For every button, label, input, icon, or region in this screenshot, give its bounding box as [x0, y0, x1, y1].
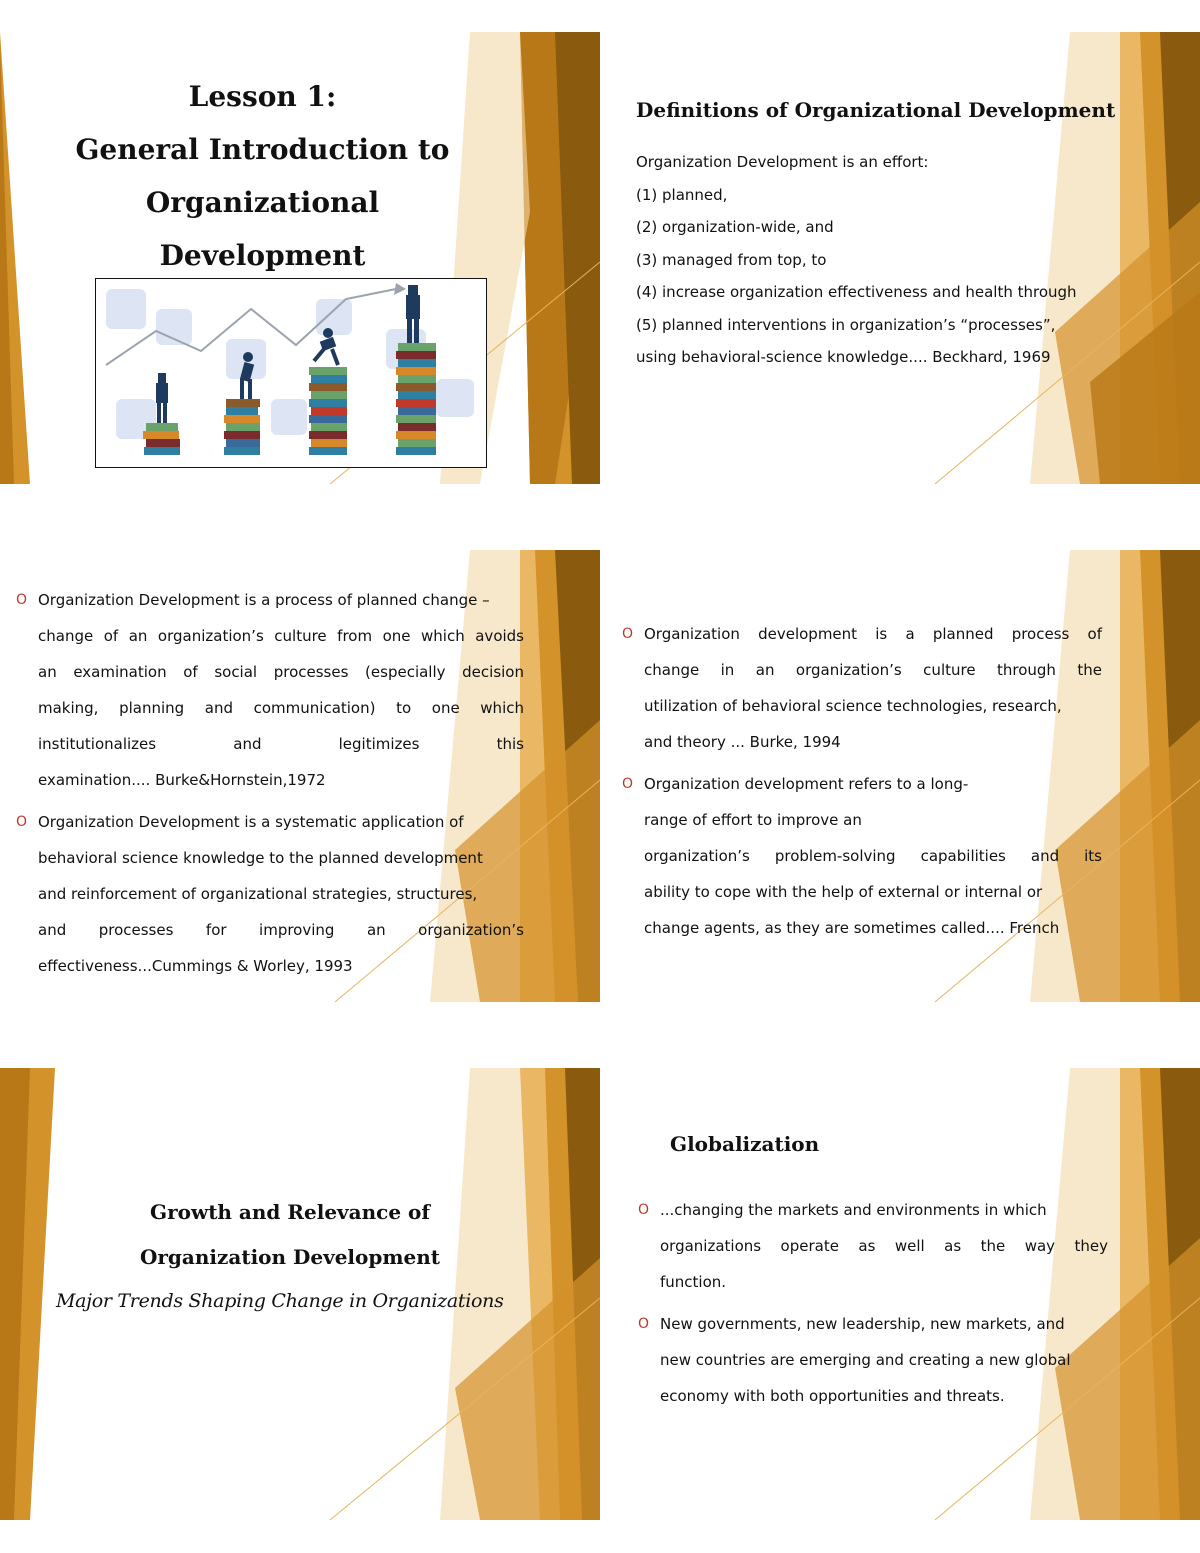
bullet-item	[622, 766, 1102, 946]
bullet-icon: O	[16, 592, 28, 608]
bullet-line: new countries are emerging and creating a new global	[660, 1351, 1071, 1369]
bullet-line: New governments, new leadership, new markets, and	[660, 1315, 1065, 1333]
definition-line: (1) planned,	[636, 185, 728, 204]
bullet-line: organization’s problem-solving capabilities and its	[644, 847, 1102, 865]
section-subtitle: Major Trends Shaping Change in Organizations	[56, 1290, 504, 1312]
bullet-item	[638, 1192, 1108, 1300]
bullet-line: Organization Development is a systematic application of	[38, 813, 464, 831]
bullet-line: and processes for improving an organization’s	[38, 921, 524, 939]
definition-line: Organization Development is an effort:	[636, 153, 929, 171]
bullet-line: Organization Development is a process of planned change –	[38, 591, 490, 609]
bullet-line: change agents, as they are sometimes called.... French	[644, 919, 1060, 937]
growth-illustration	[95, 278, 487, 468]
bullet-icon: O	[622, 776, 634, 792]
section-title-line-1: Growth and Relevance of	[150, 1200, 430, 1224]
definition-line: (5) planned interventions in organization’s “processes”,	[636, 315, 1056, 334]
bullet-item	[622, 616, 1102, 760]
slide-4	[600, 550, 1200, 1002]
bullet-line: range of effort to improve an	[644, 811, 862, 829]
bullet-line: behavioral science knowledge to the planned development	[38, 849, 483, 867]
bullet-icon: O	[16, 814, 28, 830]
globalization-bullets	[638, 1192, 1108, 1420]
bullet-line: organizations operate as well as the way they	[660, 1237, 1108, 1255]
bullet-line: effectiveness...Cummings & Worley, 1993	[38, 957, 353, 975]
title-line-2: General Introduction to	[75, 133, 450, 166]
bullet-line: function.	[660, 1273, 727, 1291]
bullet-line: and reinforcement of organizational strategies, structures,	[38, 885, 478, 903]
definition-line: (4) increase organization effectiveness and health through	[636, 283, 1077, 301]
bullet-line: making, planning and communication) to one which	[38, 699, 524, 717]
definition-line: using behavioral-science knowledge.... Beckhard, 1969	[636, 348, 1051, 366]
lesson-title	[40, 70, 485, 282]
slide-2	[600, 32, 1200, 484]
bullet-line: and theory ... Burke, 1994	[644, 733, 841, 751]
bullet-item	[638, 1306, 1108, 1414]
definition-bullets	[16, 582, 524, 990]
globalization-heading: Globalization	[670, 1132, 820, 1156]
bullet-line: economy with both opportunities and threats.	[660, 1387, 1005, 1405]
bullet-item	[16, 804, 524, 984]
definition-bullets	[622, 616, 1102, 952]
bullet-icon: O	[622, 626, 634, 642]
definition-line: (3) managed from top, to	[636, 250, 827, 269]
section-title	[60, 1190, 520, 1280]
slide-5	[0, 1068, 600, 1520]
bullet-line: change of an organization’s culture from one which avoids	[38, 627, 524, 645]
bullet-line: ...changing the markets and environments in which	[660, 1201, 1047, 1219]
bullet-line: institutionalizes and legitimizes this	[38, 735, 524, 753]
bullet-item	[16, 582, 524, 798]
books-growth-image	[96, 279, 486, 467]
bullet-line: an examination of social processes (especially decision	[38, 663, 524, 681]
definition-body	[636, 146, 1077, 374]
bullet-line: Organization development is a planned process of	[644, 625, 1102, 643]
definition-line: (2) organization-wide, and	[636, 218, 834, 236]
title-line-4: Development	[159, 239, 366, 272]
bullet-line: change in an organization’s culture through the	[644, 661, 1102, 679]
title-line-1: Lesson 1:	[188, 80, 337, 113]
bullet-line: Organization development refers to a long-	[644, 775, 969, 793]
bullet-icon: O	[638, 1202, 650, 1218]
bullet-line: utilization of behavioral science technologies, research,	[644, 697, 1062, 715]
slide-6	[600, 1068, 1200, 1520]
slide-3	[0, 550, 600, 1002]
title-line-3: Organizational	[145, 186, 380, 219]
definitions-heading: Definitions of Organizational Development	[636, 98, 1116, 122]
bullet-line: ability to cope with the help of external or internal or	[644, 883, 1043, 901]
bullet-line: examination.... Burke&Hornstein,1972	[38, 771, 326, 789]
bullet-icon: O	[638, 1316, 650, 1332]
section-title-line-2: Organization Development	[139, 1245, 441, 1269]
slide-1	[0, 32, 600, 484]
